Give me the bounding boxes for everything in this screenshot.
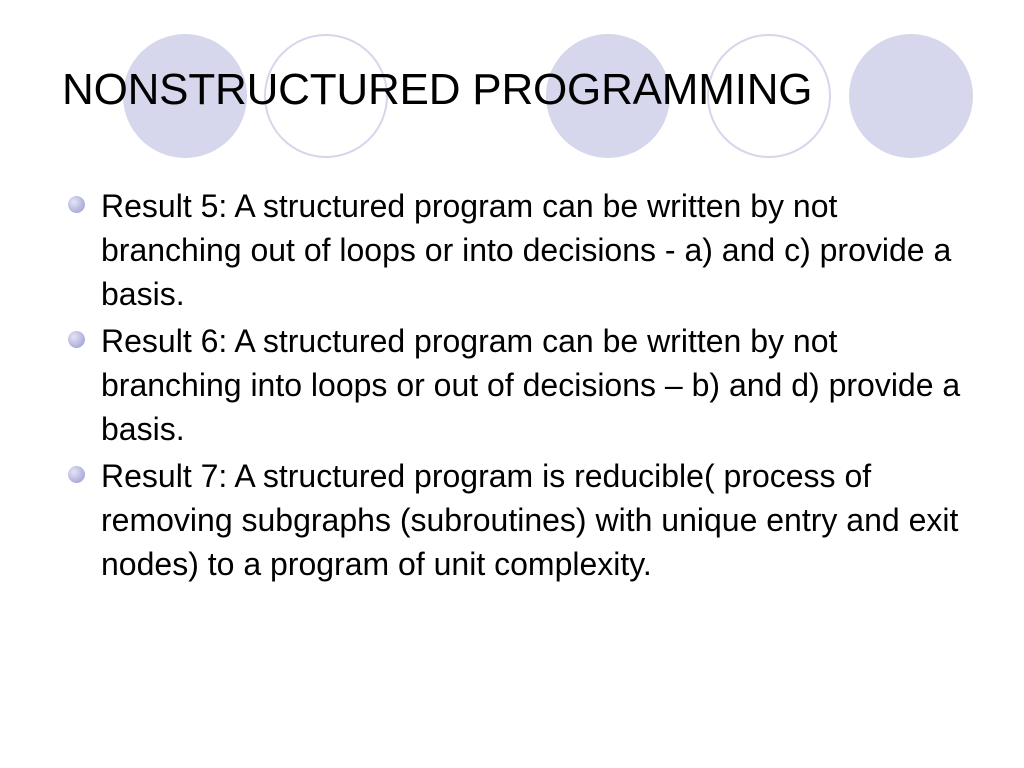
bullet-text: Result 6: A structured program can be written by not branching into loops or out of decisions – b) and d) provide a basis. [101,323,961,447]
bullet-item [64,184,964,316]
bullet-item [64,454,964,586]
bullet-text: Result 5: A structured program can be written by not branching out of loops or into decisions - a) and c) provide a basis. [101,188,952,312]
bullet-item [64,319,964,451]
bullet-dot-icon [68,466,85,483]
slide-title: NONSTRUCTURED PROGRAMMING [62,65,813,114]
bullet-list [64,184,964,589]
decorative-circle-filled [849,34,973,158]
bullet-dot-icon [68,331,85,348]
bullet-dot-icon [68,196,85,213]
bullet-text: Result 7: A structured program is reducible( process of removing subgraphs (subroutines) with unique entry and exit nodes) to a program of unit complexity. [101,458,959,582]
